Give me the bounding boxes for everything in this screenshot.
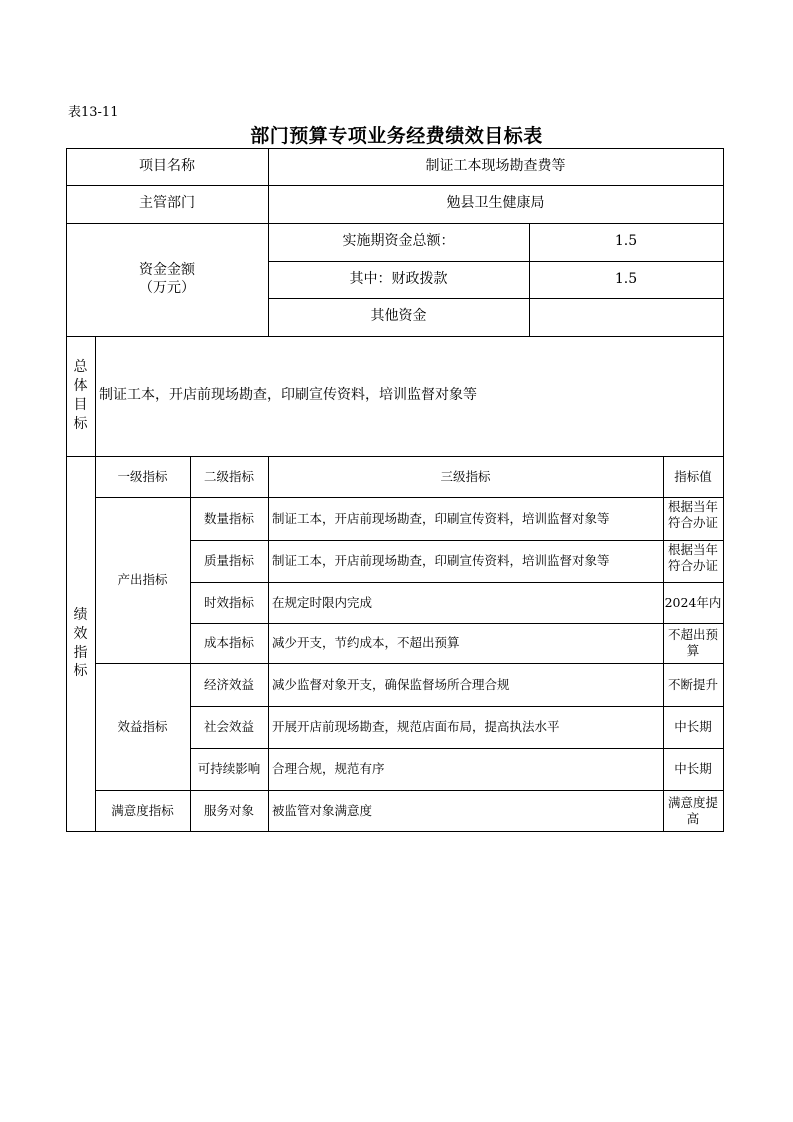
fiscal-funds-label: 其中：财政拨款 [349,270,448,287]
performance-label: 绩 效 指 标 [73,606,88,680]
grid-line [66,831,724,832]
department-label: 主管部门 [139,195,195,212]
grid-line [66,148,67,832]
grid-line [66,185,724,186]
level3-cell: 减少监督对象开支，确保监督场所合理合规 [272,676,510,692]
benefit-indicator-label: 效益指标 [117,718,168,734]
other-funds-value [529,298,723,336]
level2-cell: 成本指标 [203,635,254,651]
grid-line [66,336,724,337]
funds-label-line2: （万元） [139,279,195,296]
level3-cell: 制证工本，开店前现场勘查，印刷宣传资料，培训监督对象等 [272,510,610,526]
value-cell: 2024年内 [664,594,722,610]
level2-cell: 质量指标 [203,553,254,569]
output-indicator-label: 产出指标 [117,572,168,588]
level3-cell: 被监管对象满意度 [272,802,373,818]
page-title: 部门预算专项业务经费绩效目标表 [250,125,543,147]
value-cell: 中长期 [674,719,712,735]
value-cell: 满意度提高 [667,794,718,826]
fiscal-funds-value: 1.5 [614,270,638,287]
table-number: 表13-11 [68,105,119,120]
level2-cell: 可持续影响 [197,761,261,777]
level3-cell: 开展开店前现场勘查，规范店面布局，提高执法水平 [272,719,560,735]
grid-line [190,456,191,832]
level2-cell: 经济效益 [203,676,254,692]
overall-goal-text: 制证工本，开店前现场勘查，印刷宣传资料，培训监督对象等 [99,387,477,404]
project-name-value: 制证工本现场勘查费等 [425,157,566,174]
funds-label-line1: 资金金额 [139,262,195,278]
header-level3: 三级指标 [440,468,491,484]
value-cell: 中长期 [674,761,712,777]
level3-cell: 合理合规，规范有序 [272,761,385,777]
grid-line [268,298,724,299]
grid-line [268,261,724,262]
grid-line [190,706,724,707]
level3-cell: 在规定时限内完成 [272,594,373,610]
grid-line [723,148,724,832]
grid-line [190,748,724,749]
grid-line [529,223,530,336]
level3-cell: 减少开支，节约成本，不超出预算 [272,635,460,651]
grid-line [268,456,269,832]
project-name-label: 项目名称 [139,157,195,174]
satisfaction-indicator-label: 满意度指标 [111,802,174,818]
overall-goal-label: 总 体 目 标 [73,359,88,432]
value-cell: 根据当年符合办证 [667,542,718,573]
grid-line [95,336,96,832]
grid-line [190,623,724,624]
level3-cell: 制证工本，开店前现场勘查，印刷宣传资料，培训监督对象等 [272,553,610,569]
header-level1: 一级指标 [117,468,168,484]
department-value: 勉县卫生健康局 [446,195,545,212]
value-cell: 不超出预算 [667,627,718,658]
level2-cell: 数量指标 [203,510,254,526]
grid-line [268,148,269,336]
level2-cell: 服务对象 [203,802,254,818]
value-cell: 不断提升 [667,676,718,692]
grid-line [66,223,724,224]
grid-line [66,456,724,457]
header-level2: 二级指标 [203,468,254,484]
header-value: 指标值 [674,468,712,484]
grid-line [190,540,724,541]
funds-label [66,223,268,336]
grid-line [190,582,724,583]
grid-line [66,148,724,149]
total-funds-label: 实施期资金总额： [342,233,455,250]
value-cell: 根据当年符合办证 [667,499,718,530]
level2-cell: 时效指标 [203,594,254,610]
level2-cell: 社会效益 [203,719,254,735]
other-funds-label: 其他资金 [370,308,427,325]
grid-line [663,456,664,832]
total-funds-value: 1.5 [614,233,638,250]
